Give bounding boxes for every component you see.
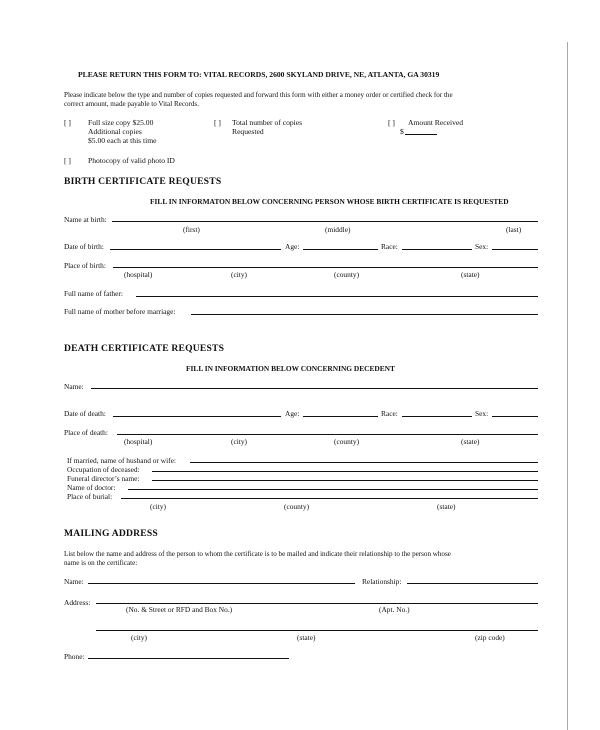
- burial-city-hint: (city): [150, 502, 167, 511]
- birth-race-field[interactable]: [402, 249, 472, 250]
- birth-age-label: Age:: [285, 242, 300, 251]
- birth-city-hint: (city): [231, 270, 248, 279]
- birth-county-hint: (county): [334, 270, 360, 279]
- death-place-field[interactable]: [117, 434, 538, 435]
- burial-state-hint: (state): [437, 502, 456, 511]
- burial-place-label: Place of burial:: [67, 492, 113, 501]
- birth-age-field[interactable]: [303, 249, 378, 250]
- relationship-label: Relationship:: [362, 577, 402, 586]
- death-sex-label: Sex:: [475, 409, 489, 418]
- death-age-label: Age:: [285, 409, 300, 418]
- photo-id-label: Photocopy of valid photo ID: [88, 156, 175, 165]
- spouse-name-label: If married, name of husband or wife:: [67, 456, 176, 465]
- death-state-hint: (state): [461, 437, 480, 446]
- death-section-subtitle: FILL IN INFORMATION BELOW CONCERNING DECEDENT: [186, 364, 395, 373]
- death-age-field[interactable]: [303, 416, 378, 417]
- amount-dollar-sign: $: [400, 127, 404, 136]
- street-hint: (No. & Street or RFD and Box No.): [126, 605, 233, 614]
- doctor-name-label: Name of doctor:: [67, 483, 116, 492]
- birth-last-hint: (last): [506, 225, 522, 234]
- total-copies-label: Total number of copies: [232, 118, 303, 127]
- death-name-field[interactable]: [91, 388, 538, 389]
- birth-hospital-hint: (hospital): [124, 270, 153, 279]
- instructions-line-1: Please indicate below the type and number of copies requested and forward this form with either a money order or certified check for the: [64, 91, 453, 99]
- death-city-hint: (city): [231, 437, 248, 446]
- doctor-name-field[interactable]: [128, 489, 538, 490]
- death-hospital-hint: (hospital): [124, 437, 153, 446]
- mailing-section-title: MAILING ADDRESS: [64, 528, 158, 539]
- full-size-copy-label: Full size copy $25.00: [88, 118, 154, 127]
- death-race-label: Race:: [381, 409, 398, 418]
- birth-name-field[interactable]: [112, 221, 538, 222]
- birth-sex-field[interactable]: [492, 249, 538, 250]
- birth-place-field[interactable]: [113, 267, 538, 268]
- funeral-director-label: Funeral director’s name:: [67, 474, 140, 483]
- death-race-field[interactable]: [402, 416, 472, 417]
- additional-copies-label: Additional copies: [88, 127, 142, 136]
- birth-sex-label: Sex:: [475, 242, 489, 251]
- birth-first-hint: (first): [183, 225, 200, 234]
- burial-county-hint: (county): [284, 502, 310, 511]
- spouse-name-field[interactable]: [190, 462, 538, 463]
- occupation-field[interactable]: [152, 471, 538, 472]
- death-dod-label: Date of death:: [64, 409, 106, 418]
- amount-received-label: Amount Received: [408, 118, 464, 127]
- mother-name-label: Full name of mother before marriage:: [64, 307, 176, 316]
- occupation-label: Occupation of deceased:: [67, 465, 140, 474]
- state-hint: (state): [297, 633, 316, 642]
- return-address-notice: PLEASE RETURN THIS FORM TO: VITAL RECORDS, 2600 SKYLAND DRIVE, NE, ATLANTA, GA 30319: [78, 70, 440, 79]
- death-county-hint: (county): [334, 437, 360, 446]
- amount-received-field[interactable]: [405, 134, 437, 135]
- birth-state-hint: (state): [461, 270, 480, 279]
- mailing-name-field[interactable]: [88, 583, 355, 584]
- birth-place-label: Place of birth:: [64, 261, 106, 270]
- birth-dob-label: Date of birth:: [64, 242, 104, 251]
- total-copies-requested-label: Requested: [232, 127, 264, 136]
- page-margin-area: [566, 0, 600, 730]
- mailing-name-label: Name:: [64, 577, 84, 586]
- additional-copies-price: $5.00 each at this time: [88, 136, 157, 145]
- address-label: Address:: [64, 598, 91, 607]
- birth-race-label: Race:: [381, 242, 398, 251]
- father-name-label: Full name of father:: [64, 289, 123, 298]
- burial-place-field[interactable]: [121, 498, 538, 499]
- funeral-director-field[interactable]: [152, 480, 538, 481]
- death-section-title: DEATH CERTIFICATE REQUESTS: [64, 343, 225, 354]
- father-name-field[interactable]: [136, 296, 538, 297]
- zip-hint: (zip code): [475, 633, 505, 642]
- relationship-field[interactable]: [407, 583, 538, 584]
- birth-name-label: Name at birth:: [64, 215, 107, 224]
- death-place-label: Place of death:: [64, 428, 108, 437]
- street-address-field[interactable]: [96, 603, 538, 604]
- phone-label: Phone:: [64, 652, 85, 661]
- city-state-zip-field[interactable]: [96, 630, 538, 631]
- mailing-instructions-line-1: List below the name and address of the person to whom the certificate is to be mailed and indicate their relationship to the person whose: [64, 550, 451, 558]
- photo-id-checkbox[interactable]: [ ]: [64, 156, 71, 165]
- full-size-copy-checkbox[interactable]: [ ]: [64, 118, 71, 127]
- death-name-label: Name:: [64, 382, 84, 391]
- birth-section-subtitle: FILL IN INFORMATON BELOW CONCERNING PERSON WHOSE BIRTH CERTIFICATE IS REQUESTED: [150, 197, 509, 206]
- death-sex-field[interactable]: [492, 416, 538, 417]
- apt-hint: (Apt. No.): [379, 605, 410, 614]
- instructions-line-2: correct amount, made payable to Vital Records.: [64, 100, 199, 108]
- birth-section-title: BIRTH CERTIFICATE REQUESTS: [64, 176, 222, 187]
- death-dod-field[interactable]: [113, 416, 281, 417]
- mailing-instructions-line-2: name is on the certificate:: [64, 559, 138, 567]
- city-hint: (city): [131, 633, 148, 642]
- birth-middle-hint: (middle): [325, 225, 351, 234]
- scrollbar-track-line[interactable]: [567, 42, 568, 730]
- total-copies-checkbox[interactable]: [ ]: [214, 118, 221, 127]
- mother-name-field[interactable]: [191, 314, 538, 315]
- phone-field[interactable]: [88, 658, 289, 659]
- amount-received-checkbox[interactable]: [ ]: [388, 118, 395, 127]
- birth-dob-field[interactable]: [110, 249, 281, 250]
